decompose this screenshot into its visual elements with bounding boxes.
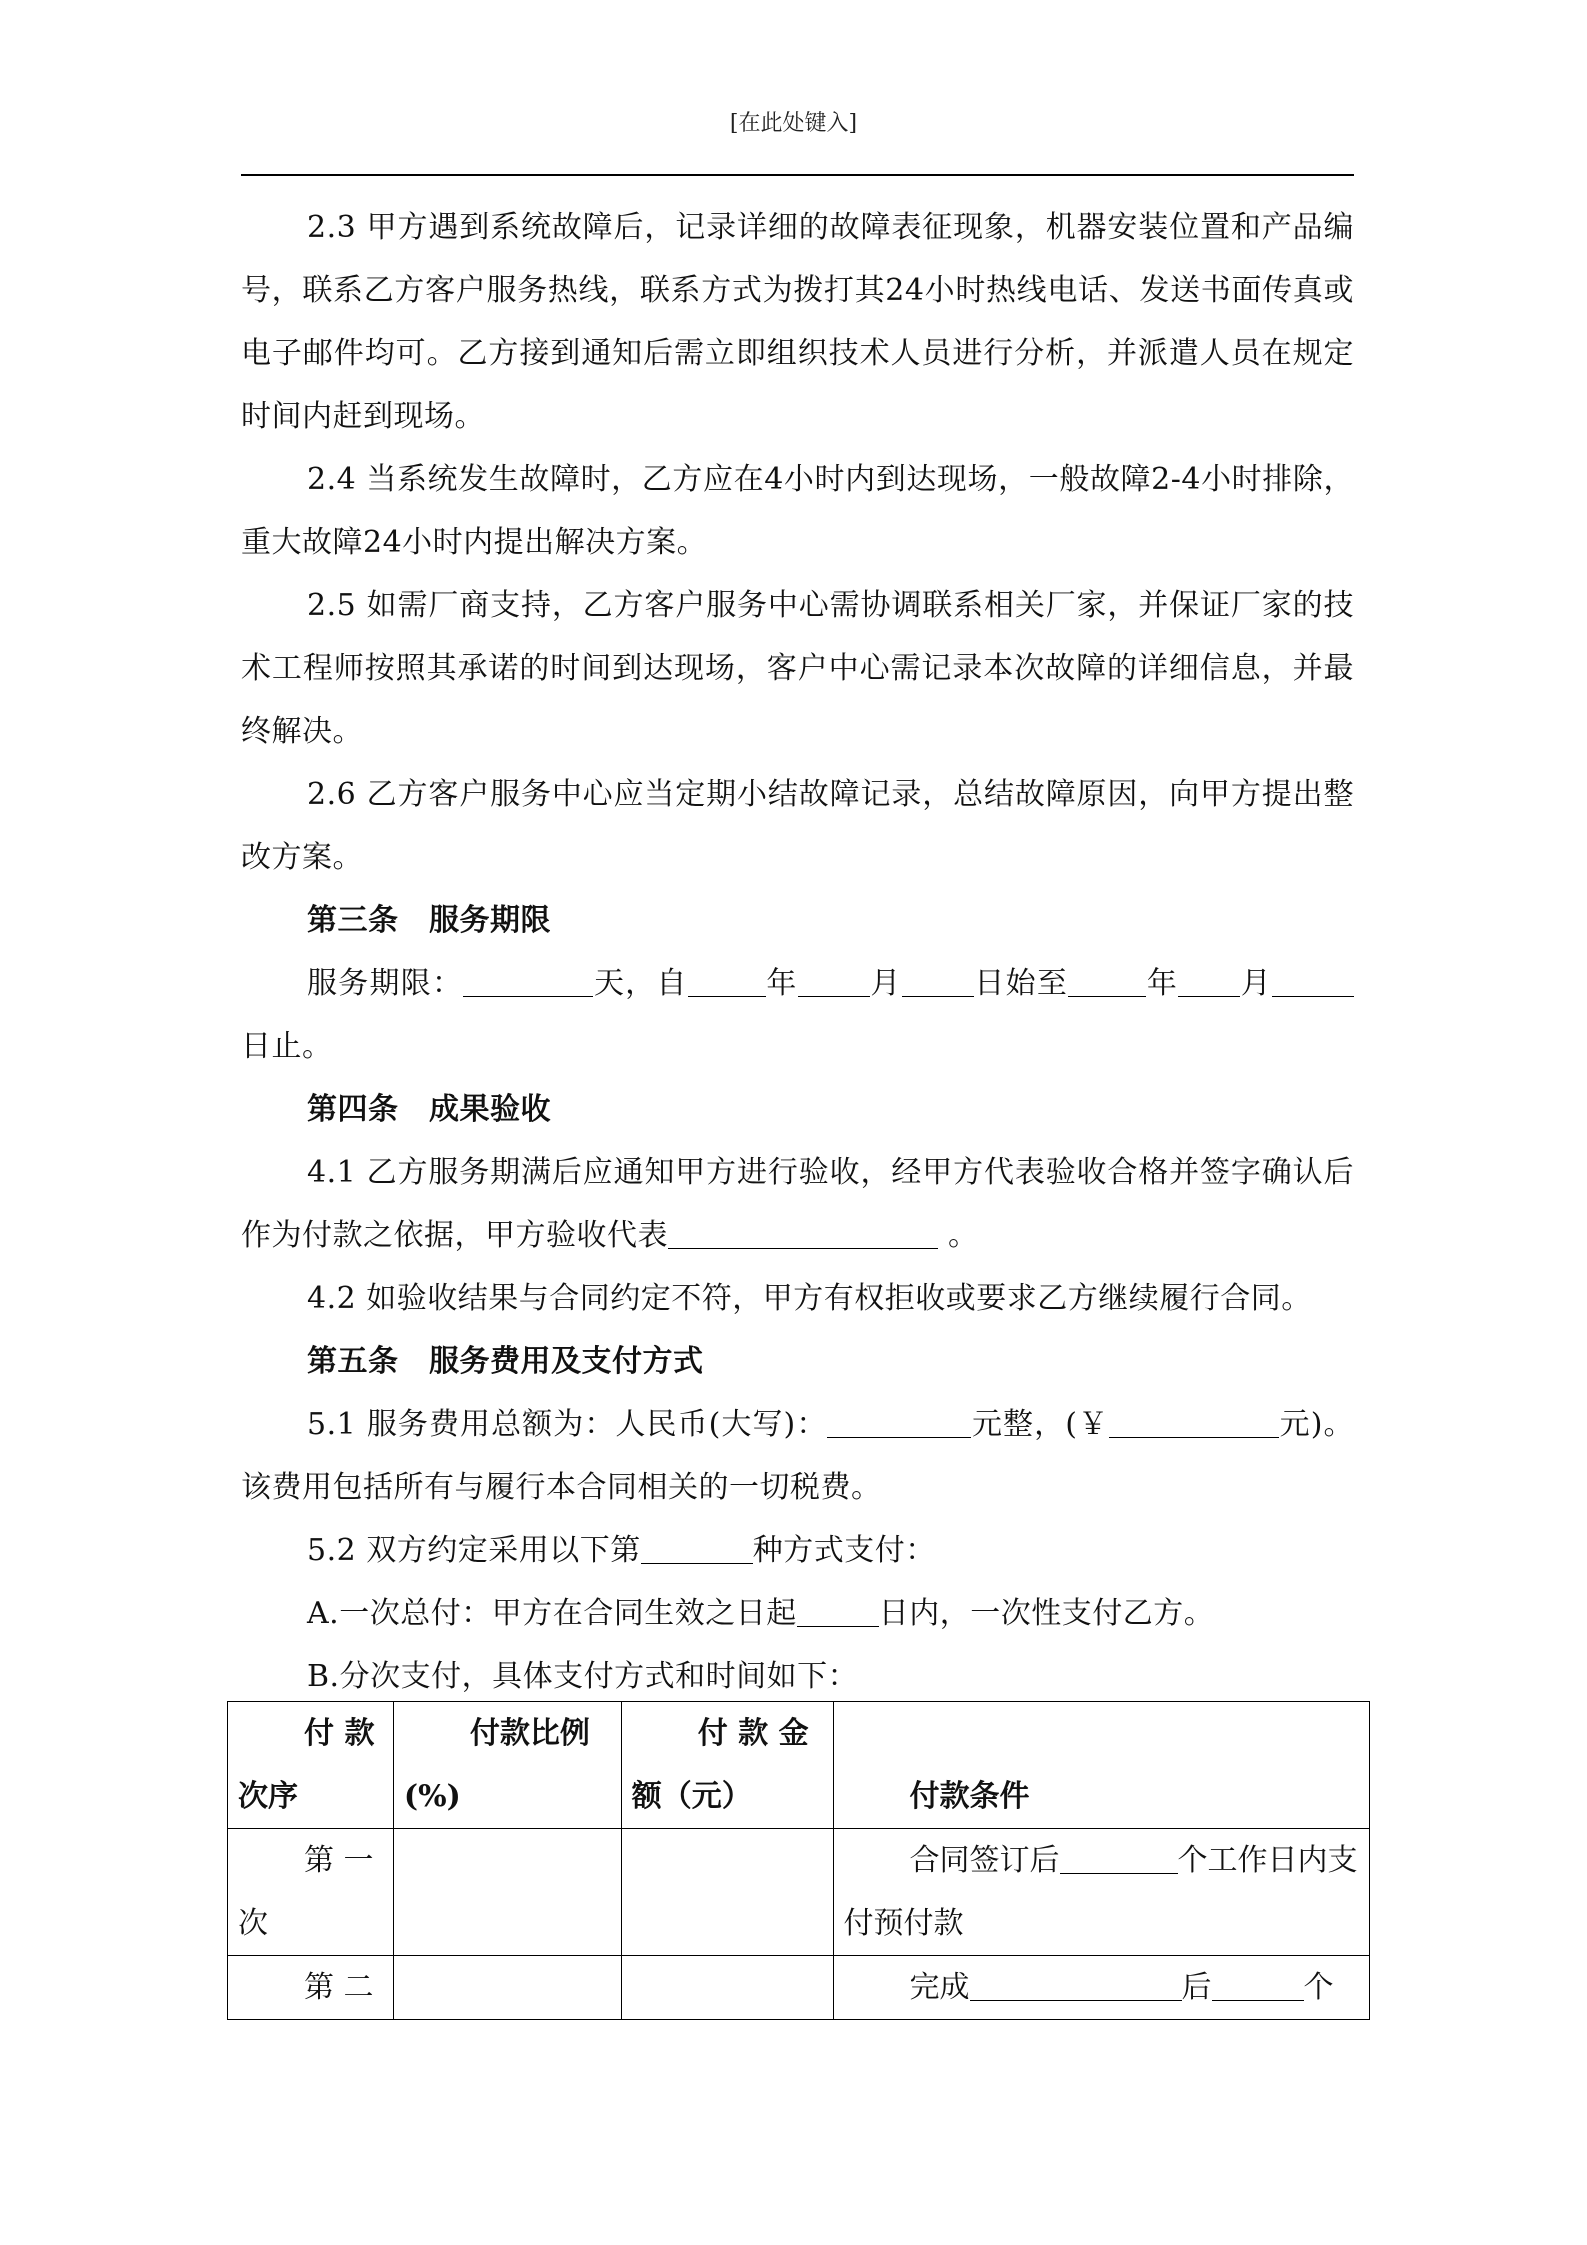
paragraph-5-1-a: 5.1 服务费用总额为：人民币(大写)： [307, 1407, 828, 1442]
paragraph-4-1-end: 。 [938, 1218, 979, 1253]
article-3-heading: 第三条 服务期限 [307, 903, 551, 938]
header-ratio-text: 付款比例 (%) [403, 1716, 590, 1814]
document-body [241, 196, 1354, 1708]
service-period-label: 服务期限： [307, 966, 464, 1001]
header-order [228, 1702, 394, 1829]
header-amount-text: 付 款 金 额（元） [631, 1716, 809, 1814]
header-ratio [393, 1702, 621, 1829]
article-4-heading: 第四条 成果验收 [307, 1092, 551, 1127]
amount-number-blank[interactable] [1109, 1409, 1279, 1438]
paragraph-5-2-a: 5.2 双方约定采用以下第 [307, 1533, 641, 1568]
start-day-blank[interactable] [902, 968, 974, 997]
paragraph-5-2-b: 种方式支付： [752, 1533, 936, 1568]
header-condition [833, 1702, 1369, 1829]
row1-cond-a: 合同签订后 [909, 1843, 1060, 1878]
table-row [228, 1956, 1370, 2020]
month2-text: 月 [1240, 966, 1273, 1001]
service-period-paragraph [241, 952, 1354, 1078]
payment-method-blank[interactable] [641, 1535, 753, 1564]
table-row [228, 1829, 1370, 1956]
paragraph-4-1 [241, 1141, 1354, 1267]
end-month-blank[interactable] [1178, 968, 1240, 997]
milestone-days-blank[interactable] [1212, 1972, 1304, 2001]
row2-condition [833, 1956, 1369, 2020]
header-order-text: 付 款 次序 [238, 1716, 375, 1814]
paragraph-4-2: 4.2 如验收结果与合同约定不符，甲方有权拒收或要求乙方继续履行合同。 [307, 1281, 1312, 1316]
start-year-blank[interactable] [688, 968, 766, 997]
paragraph-2-5: 2.5 如需厂商支持，乙方客户服务中心需协调联系相关厂家，并保证厂家的技术工程师按照其承诺的时间到达现场，客户中心需记录本次故障的详细信息，并最终解决。 [241, 588, 1354, 749]
paragraph-4-1-text: 4.1 乙方服务期满后应通知甲方进行验收，经甲方代表验收合格并签字确认后作为付款之依据，甲方验收代表 [241, 1155, 1354, 1253]
row2-cond-c: 个 [1303, 1970, 1334, 2005]
header-amount [621, 1702, 833, 1829]
workdays-blank[interactable] [1060, 1845, 1178, 1874]
row1-order [228, 1829, 394, 1956]
paragraph-5-1-b: 元整，(￥ [971, 1407, 1110, 1442]
amount-words-blank[interactable] [827, 1409, 971, 1438]
row1-ratio[interactable] [393, 1829, 621, 1956]
paragraph-5-1-c: 元)。该费用包括所有与履行本合同相关的一切税费。 [241, 1407, 1354, 1505]
end-day-blank-cont [1340, 968, 1354, 997]
option-a-text-a: A.一次总付：甲方在合同生效之日起 [307, 1596, 797, 1631]
acceptance-rep-blank[interactable] [668, 1220, 938, 1249]
year2-text: 年 [1146, 966, 1179, 1001]
row2-cond-a: 完成 [909, 1970, 970, 2005]
table-header-row [228, 1702, 1370, 1829]
row1-order-text: 第 一 次 [238, 1843, 374, 1941]
row2-condition-text [844, 1956, 1359, 2019]
paragraph-5-1 [241, 1393, 1354, 1519]
end-text: 日止。 [241, 1029, 333, 1064]
paragraph-2-3: 2.3 甲方遇到系统故障后，记录详细的故障表征现象，机器安装位置和产品编号，联系乙方客户服务热线，联系方式为拨打其24小时热线电话、发送书面传真或电子邮件均可。乙方接到通知后需立即组织技术人员进行分析，并派遣人员在规定时间内赶到现场。 [241, 210, 1354, 434]
row2-ratio[interactable] [393, 1956, 621, 2020]
milestone-blank[interactable] [970, 1972, 1182, 2001]
payment-schedule-table [227, 1701, 1370, 2020]
page-header: [在此处键入] [729, 111, 858, 136]
end-day-blank[interactable] [1272, 968, 1340, 997]
days-blank[interactable] [463, 968, 593, 997]
row1-condition [833, 1829, 1369, 1956]
option-a-text-b: 日内，一次性支付乙方。 [878, 1596, 1215, 1631]
start-text: 日始至 [973, 966, 1069, 1001]
day-text: 天，自 [593, 966, 688, 1001]
header-rule [241, 174, 1354, 176]
row1-condition-text [844, 1829, 1359, 1955]
end-year-blank[interactable] [1068, 968, 1146, 997]
row1-amount[interactable] [621, 1829, 833, 1956]
paragraph-2-4: 2.4 当系统发生故障时，乙方应在4小时内到达现场，一般故障2-4小时排除，重大故障24小时内提出解决方案。 [241, 462, 1354, 560]
option-b-paragraph: B.分次支付，具体支付方式和时间如下： [307, 1659, 859, 1694]
row2-cond-b: 后 [1181, 1970, 1212, 2005]
paragraph-5-2 [241, 1519, 1354, 1582]
row2-amount[interactable] [621, 1956, 833, 2020]
article-5-heading: 第五条 服务费用及支付方式 [307, 1344, 704, 1379]
lump-sum-days-blank[interactable] [797, 1598, 879, 1627]
header-condition-text: 付款条件 [909, 1779, 1030, 1814]
month-text: 月 [869, 966, 902, 1001]
row2-order-text: 第 二 [304, 1970, 374, 2005]
row1-cond-b: 个工作日内支付预付款 [843, 1843, 1358, 1941]
start-month-blank[interactable] [798, 968, 870, 997]
paragraph-2-6: 2.6 乙方客户服务中心应当定期小结故障记录，总结故障原因，向甲方提出整改方案。 [241, 777, 1354, 875]
year-text: 年 [765, 966, 798, 1001]
row2-order [228, 1956, 394, 2020]
option-a-paragraph [241, 1582, 1354, 1645]
